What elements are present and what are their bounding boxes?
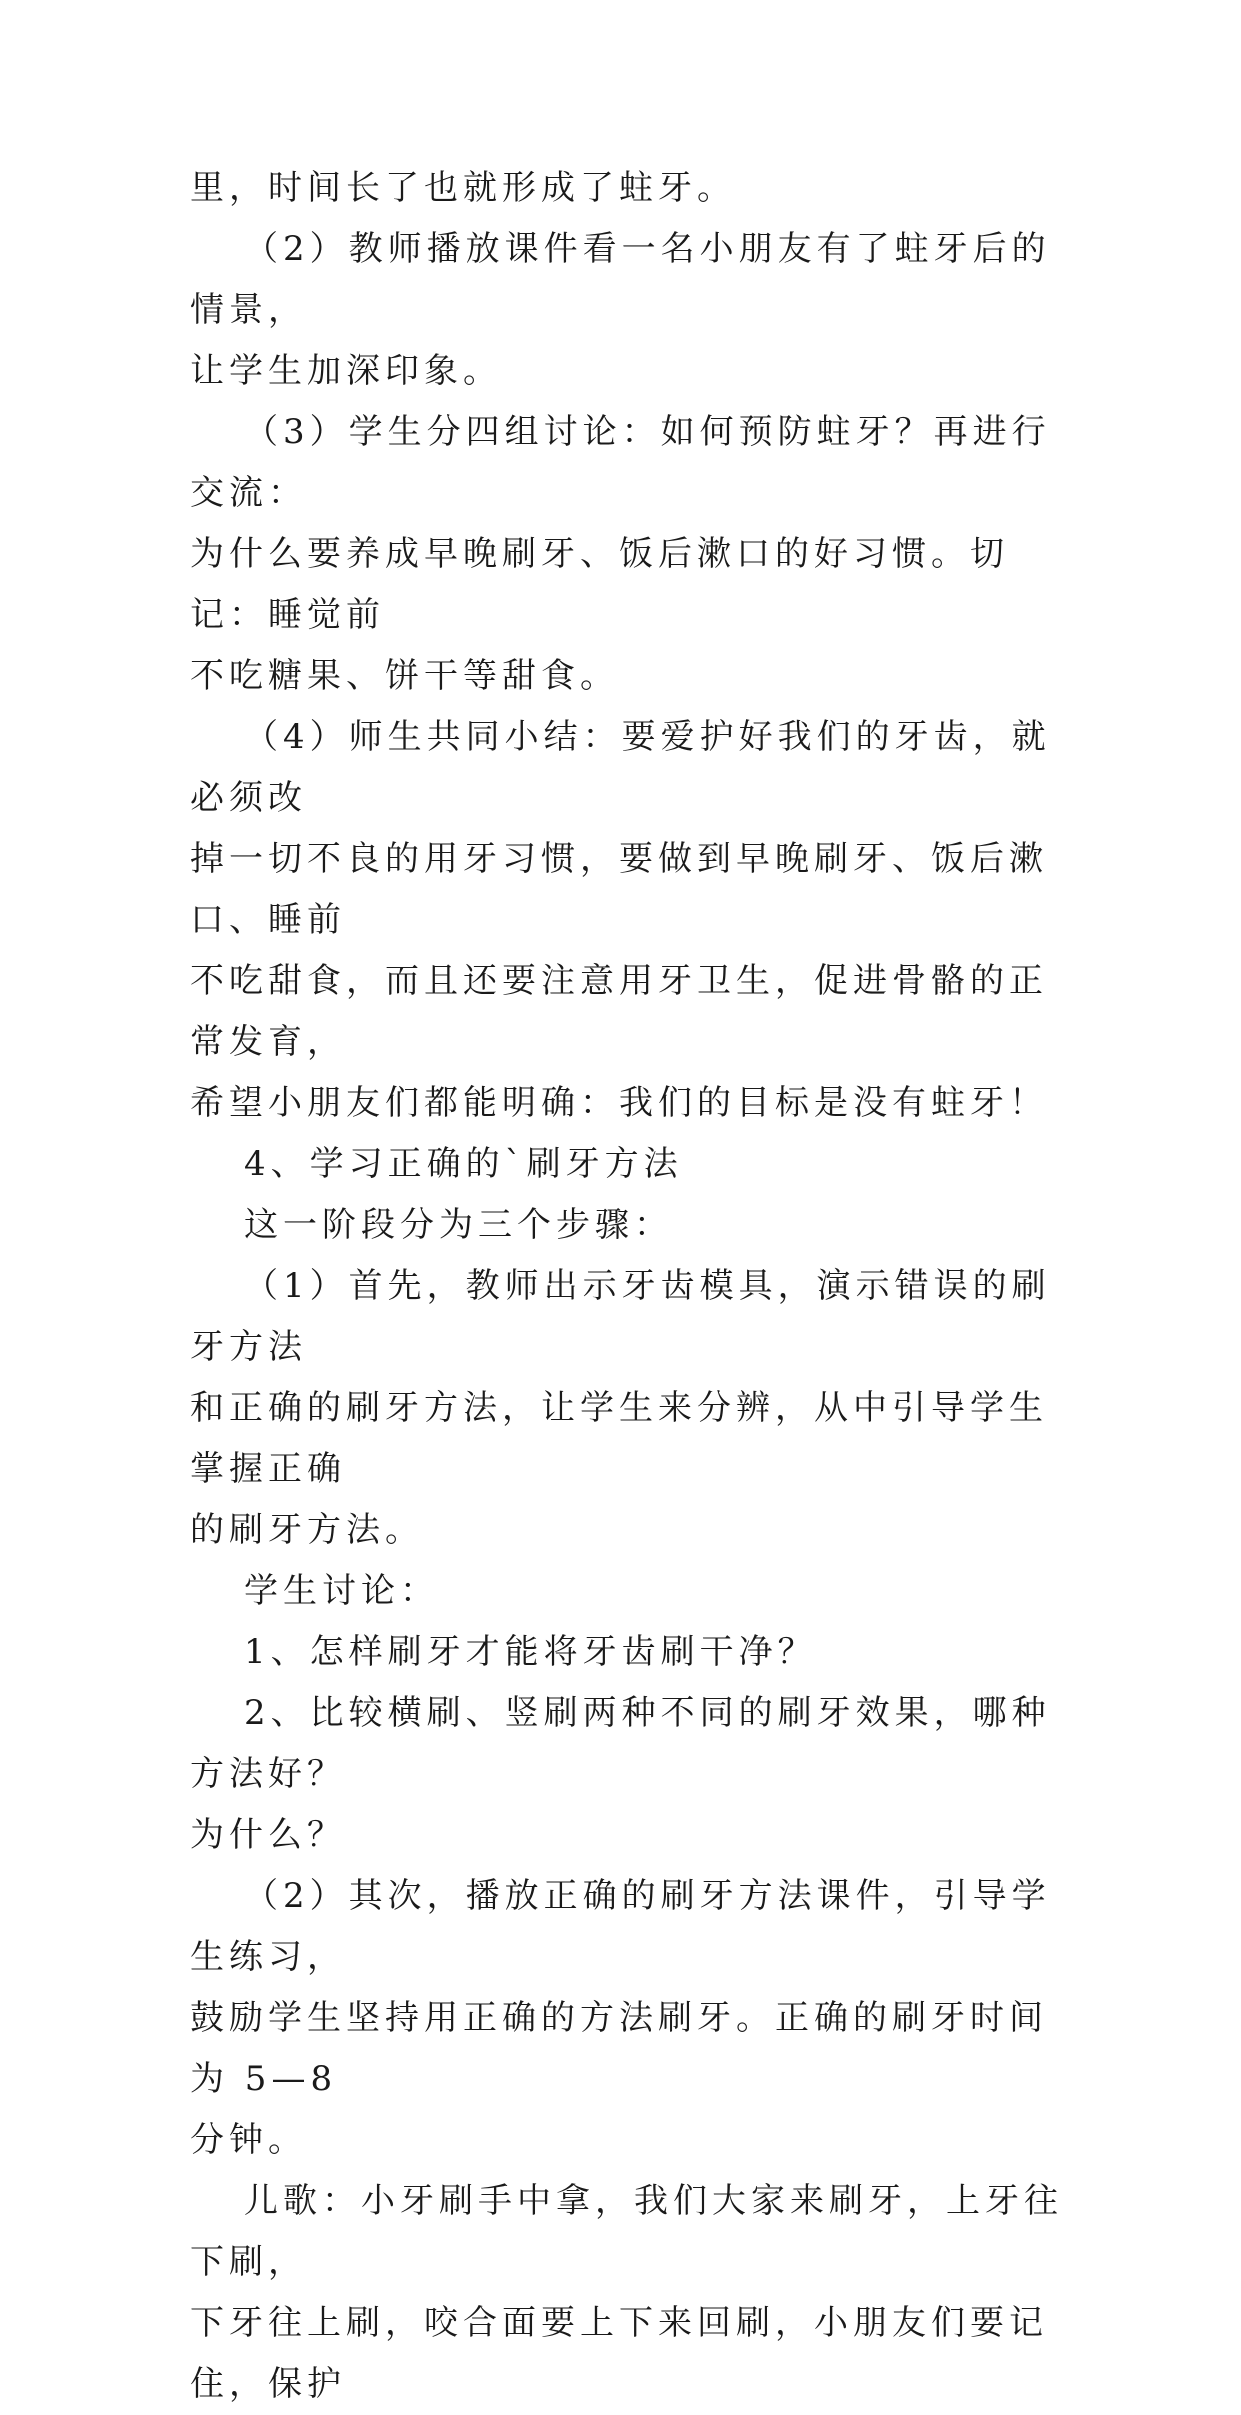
section-heading: 4、学习正确的`刷牙方法 <box>244 1144 683 1184</box>
paragraph: （4）师生共同小结：要爱护好我们的牙齿，就必须改 掉一切不良的用牙习惯，要做到早晚刷牙、饭后漱口、睡前 不吃甜食，而且还要注意用牙卫生，促进骨骼的正常发育， 希望小朋友们都能明确：我们的目标是没有蛀牙！ <box>190 717 1051 1123</box>
paragraph: 儿歌：小牙刷手中拿，我们大家来刷牙，上牙往下刷， 下牙往上刷，咬合面要上下来回刷，小朋友们要记住，保护 <box>190 2181 1063 2404</box>
paragraph: （3）学生分四组讨论：如何预防蛀牙？再进行交流： 为什么要养成早晚刷牙、饭后漱口的好习惯。切记：睡觉前 不吃糖果、饼干等甜食。 <box>190 412 1051 696</box>
paragraph: （2）教师播放课件看一名小朋友有了蛀牙后的情景， 让学生加深印象。 <box>190 229 1051 391</box>
paragraph: （1）首先，教师出示牙齿模具，演示错误的刷牙方法 和正确的刷牙方法，让学生来分辨，从中引导学生掌握正确 的刷牙方法。 <box>190 1266 1051 1550</box>
paragraph: （2）其次，播放正确的刷牙方法课件，引导学生练习， 鼓励学生坚持用正确的方法刷牙。正确的刷牙时间为 5—8 分钟。 <box>190 1876 1051 2160</box>
list-item: 2、比较横刷、竖刷两种不同的刷牙效果，哪种方法好？ 为什么？ <box>190 1693 1051 1855</box>
paragraph: 这一阶段分为三个步骤： <box>244 1205 673 1245</box>
list-item: 1、怎样刷牙才能将牙齿刷干净？ <box>244 1632 817 1672</box>
paragraph: 里，时间长了也就形成了蛀牙。 <box>190 168 736 208</box>
paragraph: 学生讨论： <box>244 1571 439 1611</box>
document-body <box>190 158 1070 2415</box>
